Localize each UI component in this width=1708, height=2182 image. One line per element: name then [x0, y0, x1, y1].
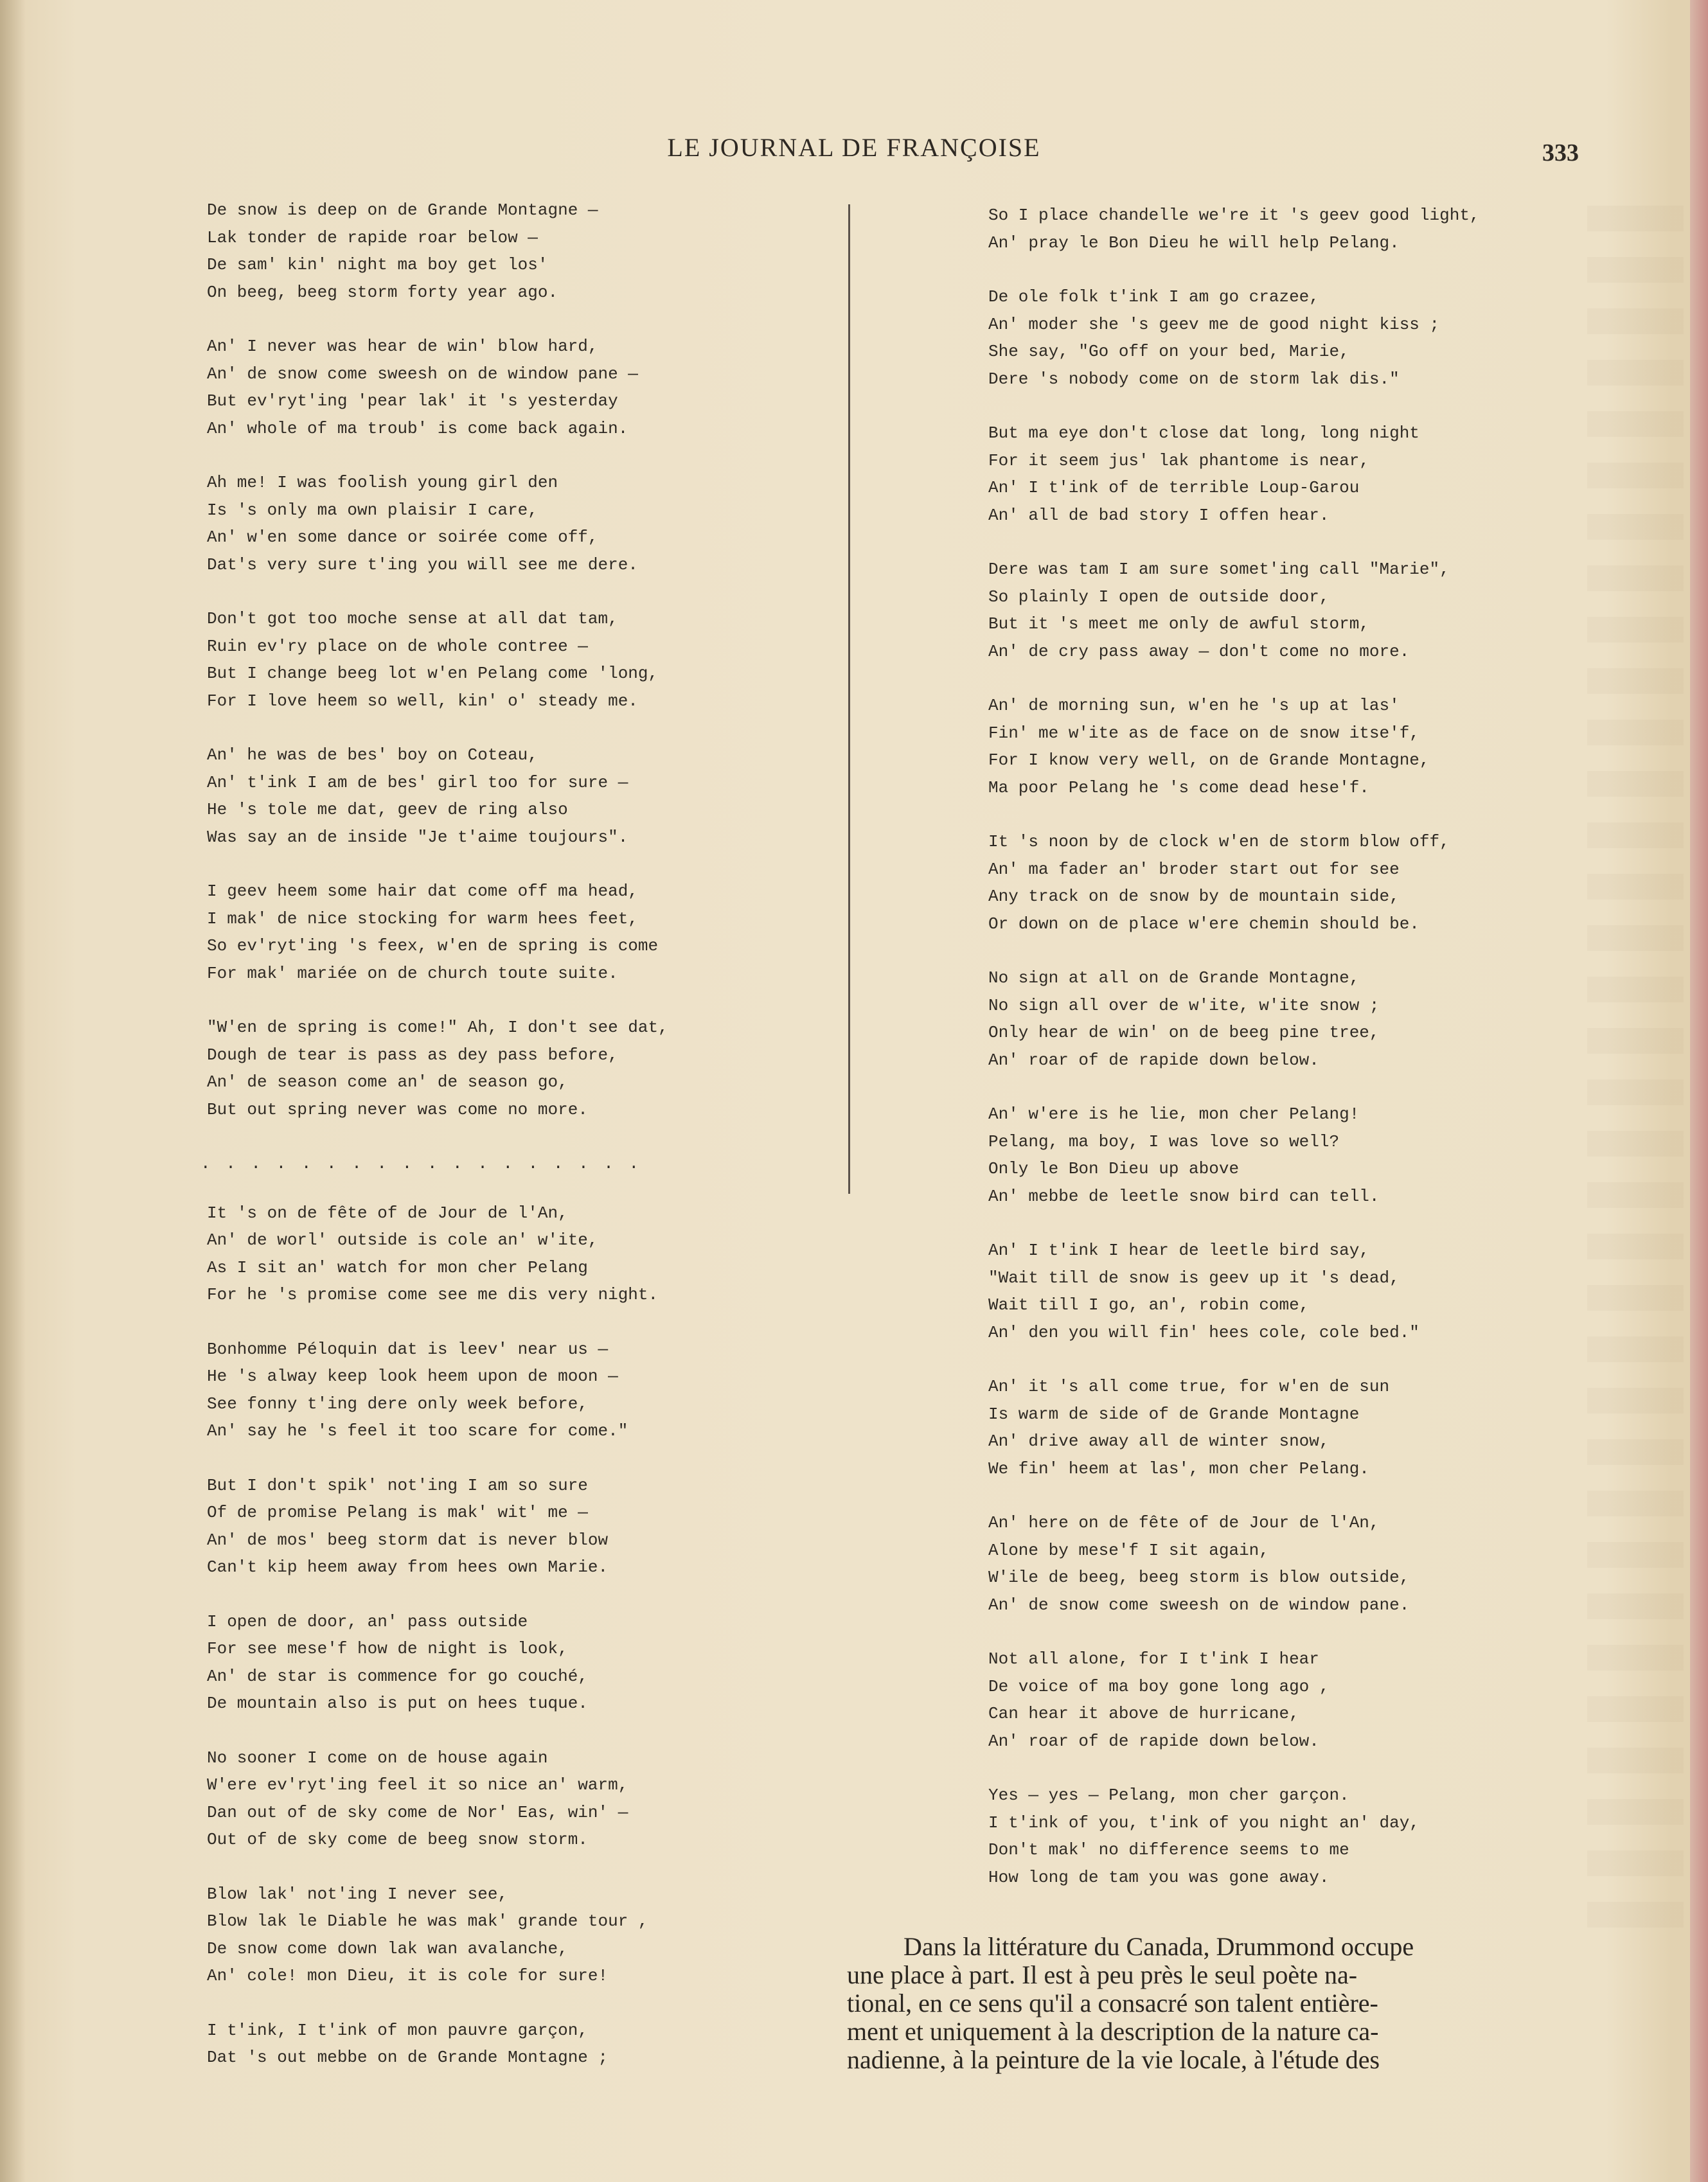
stanza — [988, 828, 1515, 937]
verse-line: "W'en de spring is come!" Ah, I don't see dat, — [207, 1018, 668, 1037]
verse-line: An' w'ere is he lie, mon cher Pelang! — [988, 1104, 1360, 1124]
verse-line: Wait till I go, an', robin come, — [988, 1295, 1310, 1315]
verse-line: Ah me! I was foolish young girl den — [207, 473, 558, 492]
verse-line: An' t'ink I am de bes' girl too for sure — — [207, 772, 628, 792]
poem-part-two — [207, 1200, 824, 2071]
verse-line: Out of de sky come de beeg snow storm. — [207, 1830, 588, 1849]
verse-line: An' it 's all come true, for w'en de sun — [988, 1377, 1390, 1396]
stanza — [988, 556, 1515, 665]
verse-line: Fin' me w'ite as de face on de snow itse'f, — [988, 723, 1419, 743]
verse-line: I geev heem some hair dat come off ma head, — [207, 882, 638, 901]
verse-line: Or down on de place w'ere chemin should be. — [988, 914, 1419, 934]
verse-line: Can hear it above de hurricane, — [988, 1704, 1299, 1723]
verse-line: Not all alone, for I t'ink I hear — [988, 1649, 1319, 1669]
verse-line: An' de snow come sweesh on de window pane. — [988, 1595, 1410, 1615]
stanza — [988, 1237, 1515, 1346]
verse-line: I t'ink of you, t'ink of you night an' day, — [988, 1813, 1419, 1832]
stanza — [988, 1101, 1515, 1210]
stanza — [988, 1509, 1515, 1619]
stanza — [988, 1373, 1515, 1482]
prose-line: une place à part. Il est à peu près le seul poète na- — [847, 1960, 1358, 1989]
prose-line: ment et uniquement à la description de la nature ca- — [847, 2017, 1379, 2046]
page-edge — [1690, 0, 1708, 2182]
verse-line: Can't kip heem away from hees own Marie. — [207, 1557, 609, 1577]
verse-line: I open de door, an' pass outside — [207, 1611, 528, 1631]
verse-line: An' roar of de rapide down below. — [988, 1050, 1319, 1070]
verse-line: An' whole of ma troub' is come back again. — [207, 418, 628, 438]
verse-line: An' pray le Bon Dieu he will help Pelang. — [988, 233, 1400, 253]
verse-line: Only hear de win' on de beeg pine tree, — [988, 1023, 1380, 1042]
verse-line: W'ile de beeg, beeg storm is blow outside, — [988, 1568, 1410, 1587]
verse-line: Don't mak' no difference seems to me — [988, 1840, 1349, 1859]
verse-line: He 's tole me dat, geev de ring also — [207, 800, 568, 819]
show-through-text — [1587, 193, 1684, 1928]
verse-line: Pelang, ma boy, I was love so well? — [988, 1131, 1340, 1151]
verse-line: But ma eye don't close dat long, long night — [988, 423, 1419, 443]
prose-line: Dans la littérature du Canada, Drummond occupe — [903, 1932, 1414, 1961]
verse-line: An' de worl' outside is cole an' w'ite, — [207, 1230, 598, 1250]
verse-line: An' ma fader an' broder start out for see — [988, 859, 1400, 879]
verse-line: It 's on de fête of de Jour de l'An, — [207, 1203, 568, 1223]
verse-line: Yes — yes — Pelang, mon cher garçon. — [988, 1786, 1349, 1805]
verse-line: An' de cry pass away — don't come no more. — [988, 641, 1410, 661]
stanza — [988, 202, 1515, 256]
verse-line: No sign all over de w'ite, w'ite snow ; — [988, 995, 1380, 1015]
stanza — [207, 197, 824, 306]
verse-line: So plainly I open de outside door, — [988, 587, 1330, 607]
verse-line: For I love heem so well, kin' o' steady me. — [207, 691, 638, 711]
verse-line: An' de season come an' de season go, — [207, 1072, 568, 1092]
verse-line: Alone by mese'f I sit again, — [988, 1540, 1269, 1560]
commentary-paragraph — [847, 1933, 1576, 2074]
stanza — [207, 469, 824, 578]
verse-line: Dan out of de sky come de Nor' Eas, win' — — [207, 1802, 628, 1822]
verse-line: An' moder she 's geev me de good night kiss ; — [988, 314, 1440, 334]
verse-line: It 's noon by de clock w'en de storm blow off, — [988, 832, 1450, 851]
verse-line: De mountain also is put on hees tuque. — [207, 1694, 588, 1713]
verse-line: Only le Bon Dieu up above — [988, 1159, 1240, 1178]
verse-line: Is 's only ma own plaisir I care, — [207, 500, 538, 520]
running-header: LE JOURNAL DE FRANÇOISE — [667, 133, 1041, 162]
verse-line: But I change beeg lot w'en Pelang come 'long, — [207, 664, 659, 683]
stanza — [207, 1200, 824, 1309]
verse-line: For see mese'f how de night is look, — [207, 1639, 568, 1658]
verse-line: An' de morning sun, w'en he 's up at las' — [988, 696, 1400, 715]
poem-part-three — [988, 202, 1515, 1891]
verse-line: How long de tam you was gone away. — [988, 1867, 1330, 1887]
verse-line: We fin' heem at las', mon cher Pelang. — [988, 1459, 1369, 1478]
verse-line: An' I t'ink I hear de leetle bird say, — [988, 1241, 1369, 1260]
stanza — [988, 1645, 1515, 1755]
stanza — [988, 283, 1515, 393]
spine-shadow — [0, 0, 26, 2182]
stanza — [988, 420, 1515, 529]
right-column — [988, 202, 1515, 1918]
verse-line: W'ere ev'ryt'ing feel it so nice an' warm, — [207, 1775, 628, 1795]
verse-line: An' mebbe de leetle snow bird can tell. — [988, 1186, 1380, 1206]
verse-line: For he 's promise come see me dis very night. — [207, 1285, 659, 1304]
verse-line: But ev'ryt'ing 'pear lak' it 's yesterday — [207, 391, 618, 411]
verse-line: No sign at all on de Grande Montagne, — [988, 968, 1360, 988]
verse-line: On beeg, beeg storm forty year ago. — [207, 282, 558, 302]
verse-line: So I place chandelle we're it 's geev good light, — [988, 206, 1480, 225]
verse-line: See fonny t'ing dere only week before, — [207, 1394, 588, 1414]
page-number: 333 — [1542, 139, 1579, 166]
stanza — [207, 878, 824, 987]
section-break: . . . . . . . . . . . . . . . . . . — [200, 1154, 642, 1173]
stanza — [207, 1472, 824, 1581]
verse-line: An' all de bad story I offen hear. — [988, 505, 1330, 525]
verse-line: But it 's meet me only de awful storm, — [988, 614, 1369, 634]
verse-line: An' cole! mon Dieu, it is cole for sure! — [207, 1966, 609, 1985]
stanza — [207, 1336, 824, 1445]
verse-line: An' roar of de rapide down below. — [988, 1731, 1319, 1751]
verse-line: An' drive away all de winter snow, — [988, 1432, 1330, 1451]
verse-line: Any track on de snow by de mountain side, — [988, 887, 1400, 906]
verse-line: No sooner I come on de house again — [207, 1748, 548, 1768]
verse-line: An' here on de fête of de Jour de l'An, — [988, 1513, 1380, 1532]
verse-line: Ma poor Pelang he 's come dead hese'f. — [988, 777, 1369, 797]
verse-line: An' de mos' beeg storm dat is never blow — [207, 1530, 609, 1550]
verse-line: An' w'en some dance or soirée come off, — [207, 528, 598, 547]
verse-line: Dere 's nobody come on de storm lak dis." — [988, 369, 1400, 389]
verse-line: Bonhomme Péloquin dat is leev' near us — — [207, 1339, 609, 1359]
prose-line: nadienne, à la peinture de la vie locale, à l'étude des — [847, 2045, 1380, 2074]
verse-line: For mak' mariée on de church toute suite. — [207, 963, 618, 983]
verse-line: De snow is deep on de Grande Montagne — — [207, 200, 598, 220]
verse-line: An' he was de bes' boy on Coteau, — [207, 745, 538, 765]
stanza — [207, 1014, 824, 1123]
verse-line: An' I never was hear de win' blow hard, — [207, 337, 598, 356]
column-divider — [848, 204, 850, 1194]
verse-line: Don't got too moche sense at all dat tam, — [207, 609, 618, 628]
stanza — [207, 1881, 824, 1990]
verse-line: An' say he 's feel it too scare for come." — [207, 1421, 628, 1441]
verse-line: De ole folk t'ink I am go crazee, — [988, 287, 1319, 306]
verse-line: Ruin ev'ry place on de whole contree — — [207, 636, 588, 656]
stanza — [207, 333, 824, 442]
verse-line: An' I t'ink of de terrible Loup-Garou — [988, 478, 1360, 497]
verse-line: Dat 's out mebbe on de Grande Montagne ; — [207, 2048, 609, 2067]
verse-line: For I know very well, on de Grande Montagne, — [988, 750, 1430, 770]
verse-line: For it seem jus' lak phantome is near, — [988, 450, 1369, 470]
verse-line: Dat's very sure t'ing you will see me dere. — [207, 554, 638, 574]
stanza — [988, 964, 1515, 1074]
verse-line: An' den you will fin' hees cole, cole bed." — [988, 1322, 1419, 1342]
verse-line: As I sit an' watch for mon cher Pelang — [207, 1257, 588, 1277]
verse-line: Blow lak le Diable he was mak' grande tour , — [207, 1911, 648, 1931]
verse-line: I mak' de nice stocking for warm hees feet, — [207, 909, 638, 928]
verse-line: Was say an de inside "Je t'aime toujours". — [207, 827, 628, 847]
stanza — [207, 741, 824, 851]
verse-line: Blow lak' not'ing I never see, — [207, 1884, 508, 1904]
left-column — [200, 197, 824, 2098]
verse-line: Of de promise Pelang is mak' wit' me — — [207, 1503, 588, 1522]
poem-part-one — [207, 197, 824, 1123]
stanza — [988, 1782, 1515, 1891]
prose-line: tional, en ce sens qu'il a consacré son talent entière- — [847, 1989, 1378, 2018]
stanza — [207, 1744, 824, 1854]
stanza — [207, 1608, 824, 1717]
verse-line: I t'ink, I t'ink of mon pauvre garçon, — [207, 2020, 588, 2040]
verse-line: He 's alway keep look heem upon de moon — — [207, 1367, 618, 1386]
verse-line: "Wait till de snow is geev up it 's dead, — [988, 1268, 1400, 1288]
verse-line: De sam' kin' night ma boy get los' — [207, 255, 548, 274]
verse-line: Is warm de side of de Grande Montagne — [988, 1404, 1360, 1424]
verse-line: Lak tonder de rapide roar below — — [207, 227, 538, 247]
stanza — [207, 605, 824, 714]
verse-line: An' de snow come sweesh on de window pane — — [207, 364, 638, 384]
verse-line: She say, "Go off on your bed, Marie, — [988, 342, 1349, 361]
verse-line: An' de star is commence for go couché, — [207, 1666, 588, 1686]
verse-line: Dough de tear is pass as dey pass before, — [207, 1045, 618, 1065]
verse-line: So ev'ryt'ing 's feex, w'en de spring is come — [207, 936, 659, 955]
verse-line: De snow come down lak wan avalanche, — [207, 1938, 568, 1958]
verse-line: Dere was tam I am sure somet'ing call "Marie", — [988, 560, 1450, 579]
verse-line: But out spring never was come no more. — [207, 1099, 588, 1119]
verse-line: But I don't spik' not'ing I am so sure — [207, 1475, 588, 1495]
stanza — [988, 692, 1515, 801]
stanza — [207, 2017, 824, 2071]
verse-line: De voice of ma boy gone long ago , — [988, 1676, 1330, 1696]
